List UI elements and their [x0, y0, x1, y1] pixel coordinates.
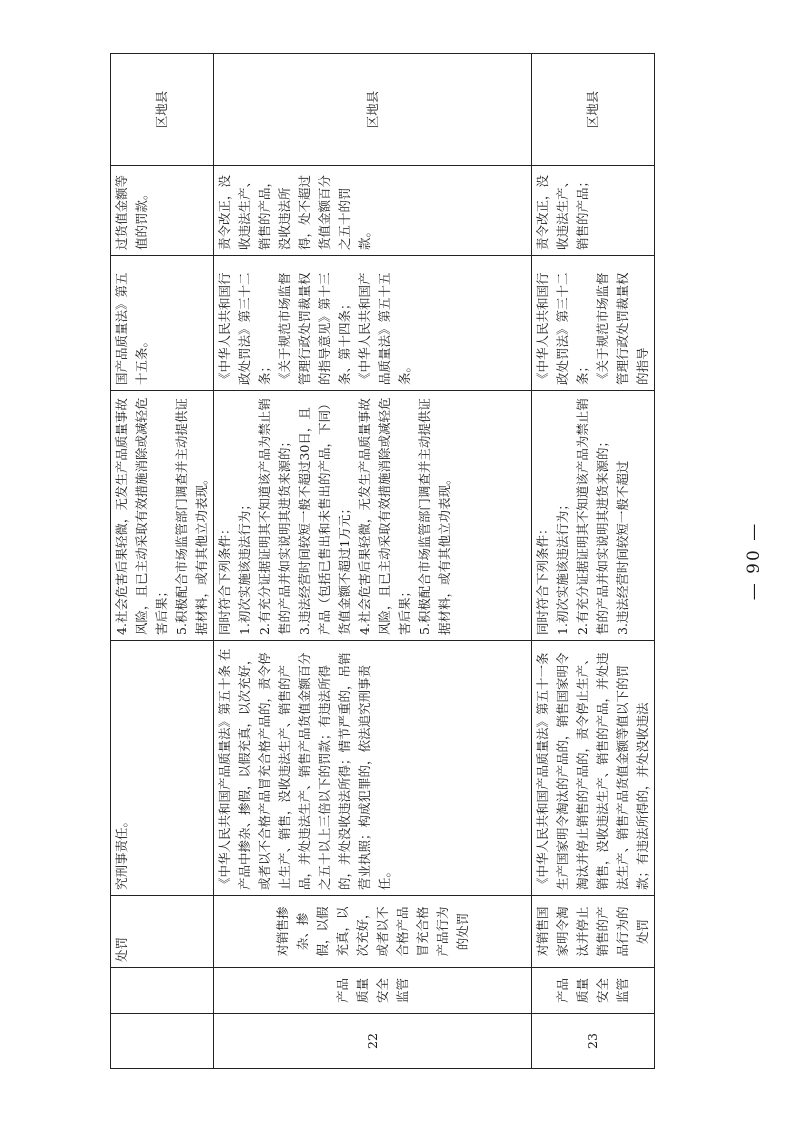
- cell-legal: 国产品质量法》第五十五条。: [111, 256, 214, 391]
- cell-level: 区地县: [214, 54, 532, 166]
- table-row: [111, 54, 214, 1069]
- cell-legal: 《中华人民共和国行政处罚法》第三十二条； 《关于规范市场监督管理行政处罚裁量权的指导: [532, 256, 655, 391]
- penalty-table: [110, 53, 655, 1069]
- cell-level: 区地县: [532, 54, 655, 166]
- cell-measure: 责令改正，没收违法生产、销售的产品，没收违法所得，处不超过货值金额百分之五十的罚款。: [214, 166, 532, 256]
- cell-no: 23: [532, 1014, 655, 1069]
- cell-measure: 过货值金额等值的罚款。: [111, 166, 214, 256]
- cell-measure: 责令改正，没收违法生产、销售的产品；: [532, 166, 655, 256]
- cell-legal: 《中华人民共和国行政处罚法》第三十二条； 《关于规范市场监督管理行政处罚裁量权的指导意见》第十三条、第十四条； 《中华人民共和国产品质量法》第五十五条。: [214, 256, 532, 391]
- cell-behavior: 处罚: [111, 896, 214, 968]
- cell-level: 区地县: [111, 54, 214, 166]
- table-row: [214, 54, 532, 1069]
- cell-conditions: 同时符合下列条件： 1.初次实施该违法行为； 2.有充分证据证明其不知道该产品为禁止销售的产品并如实说明其进货来源的； 3.违法经营时间较短一般不超过30日，且产品（包括已售出和未售出的产品，下同）货值金额不超过1万元； 4.社会危害后果轻微，无发生产品质量事故风险，且已主动采取有效措施消除或减轻危害后果； 5.积极配合市场监管部门调查并主动提供证据材料，或有其他立功表现。: [214, 391, 532, 641]
- cell-basis: 《中华人民共和国产品质量法》第五十条 在产品中掺杂、掺假，以假充真，以次充好，或者以不合格产品冒充合格产品的，责令停止生产、销售，没收违法生产、销售的产品，并处违法生产、销售产品货值金额百分之五十以上三倍以下的罚款；有违法所得的，并处没收违法所得；情节严重的，吊销营业执照；构成犯罪的，依法追究刑事责任。: [214, 641, 532, 896]
- table-row: [532, 54, 655, 1069]
- cell-behavior: 对销售掺杂、掺假，以假充真，以次充好，或者以不合格产品冒充合格产品行为的处罚: [214, 896, 532, 968]
- cell-conditions: 同时符合下列条件： 1.初次实施该违法行为； 2.有充分证据证明其不知道该产品为禁止销售的产品并如实说明其进货来源的； 3.违法经营时间较短一般不超过: [532, 391, 655, 641]
- cell-no: [111, 1014, 214, 1069]
- cell-conditions: 4.社会危害后果轻微，无发生产品质量事故风险，且已主动采取有效措施消除或减轻危害后果； 5.积极配合市场监管部门调查并主动提供证据材料，或有其他立功表现。: [111, 391, 214, 641]
- page-number: — 90 —: [744, 521, 764, 601]
- cell-behavior: 对销售国家明令淘汰并停止销售的产品行为的处罚: [532, 896, 655, 968]
- cell-no: 22: [214, 1014, 532, 1069]
- cell-category: [111, 968, 214, 1014]
- cell-category: 产品质量安全监管: [214, 968, 532, 1014]
- cell-basis: 《中华人民共和国产品质量法》第五十一条 生产国家明令淘汰的产品的，销售国家明令淘汰并停止销售的产品的，责令停止生产、销售，没收违法生产、销售的产品，并处违法生产、销售产品货值金额等值以下的罚款；有违法所得的，并处没收违法: [532, 641, 655, 896]
- cell-basis: 究刑事责任。: [111, 641, 214, 896]
- cell-category: 产品质量安全监管: [532, 968, 655, 1014]
